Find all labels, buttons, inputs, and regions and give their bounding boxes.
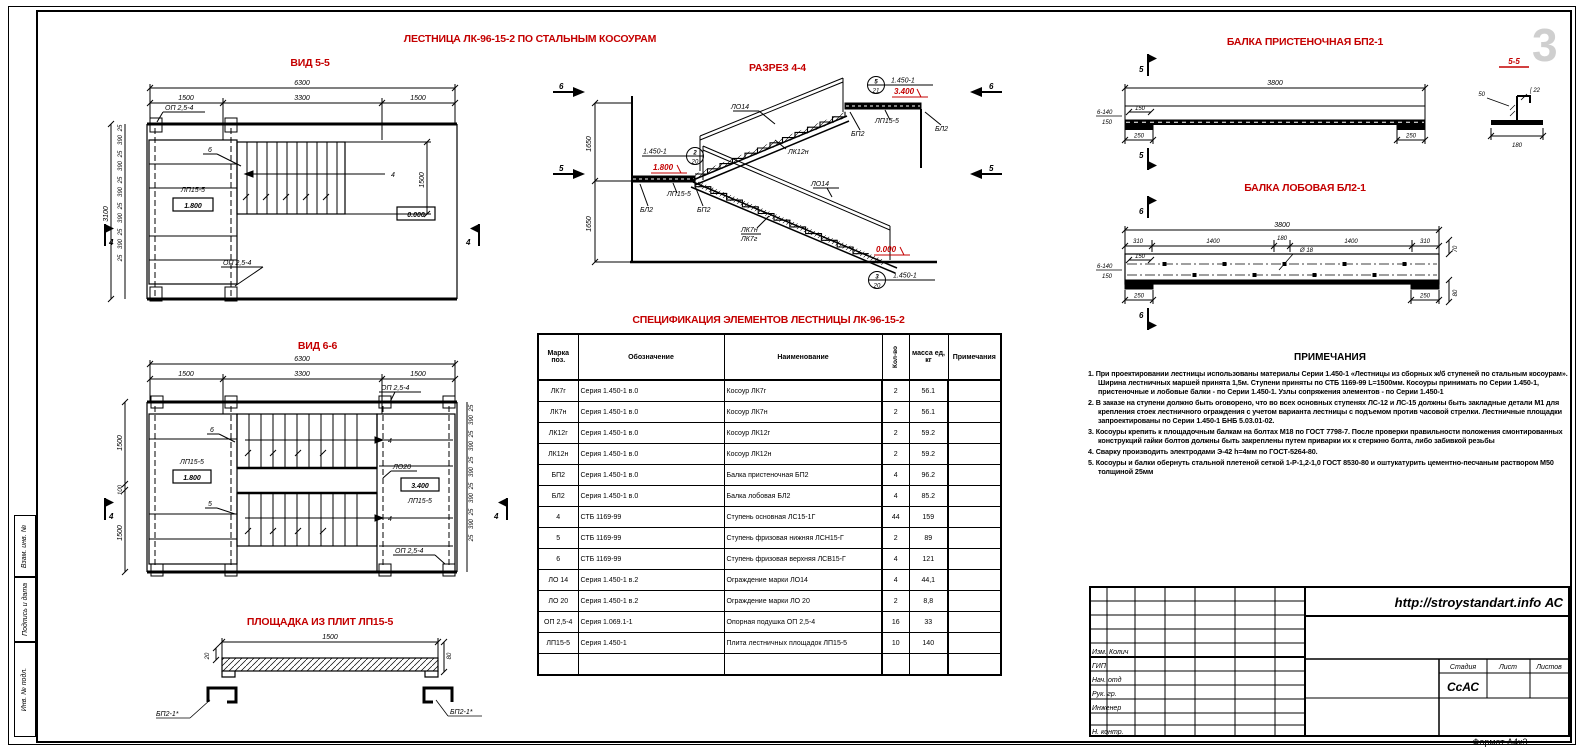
dim-label: 1500	[117, 525, 124, 541]
spec-col-mass: масса ед, кг	[909, 334, 948, 380]
svg-text:390: 390	[118, 212, 124, 224]
lp-label: ЛП15-5	[667, 191, 691, 198]
svg-text:4: 4	[109, 238, 114, 247]
dim-label: 3300	[294, 95, 310, 102]
table-row: ЛК12н Серия 1.450-1 в.0 Косоур ЛК12н 2 59.2	[538, 444, 1001, 465]
dim-label: 20	[205, 652, 211, 660]
svg-text:25: 25	[118, 150, 124, 158]
svg-text:25: 25	[469, 534, 475, 542]
dim-label: 250	[1419, 293, 1431, 300]
section44-title: РАЗРЕЗ 4-4	[749, 62, 806, 74]
svg-text:25: 25	[118, 228, 124, 236]
dim-label: 1500	[117, 435, 124, 451]
lo14-label: ЛО14	[731, 104, 750, 111]
svg-text:390: 390	[118, 160, 124, 172]
side-stamp-vzam	[14, 515, 36, 577]
view66-title: ВИД 6-6	[297, 340, 338, 352]
view66-drawing	[95, 350, 540, 595]
dim-label: 1500	[178, 371, 194, 378]
dim-label: 1500	[322, 634, 338, 641]
side-stamp-label: Инв. № подл.	[21, 667, 29, 712]
dim-label: 310	[1132, 239, 1144, 245]
platform-title: ПЛОЩАДКА ИЗ ПЛИТ ЛП15-5	[246, 616, 394, 628]
op-label: ОП 2,5-4	[165, 105, 194, 112]
title-block	[1089, 586, 1570, 737]
lk12-label: ЛК12н	[788, 149, 809, 156]
svg-text:3.400: 3.400	[894, 87, 915, 96]
svg-text:6: 6	[1139, 311, 1144, 320]
svg-text:25: 25	[469, 482, 475, 490]
pos-leader-label: 4	[388, 516, 392, 523]
view55-left-chain	[118, 124, 124, 262]
table-row: ЛП15-5 Серия 1.450-1 Плита лестничных площадок ЛП15-5 10 140	[538, 633, 1001, 654]
note-item: 1. При проектировании лестницы использованы материалы Серии 1.450-1 «Лестницы из сборных ж/б ступеней по стальным косоурам». Ширина лестничных маршей принята 1,5м. Ступени приняты по СТБ 1169-99 L=1500мм. Косоуры принимать по Серии 1.450-1, пристеночные и лобовые балки - по Серии 1.450-1. Узлы сопряжения элементов - по Серии 1.450-1	[1088, 369, 1568, 396]
platform-lines	[156, 638, 482, 718]
bl2-label: БЛ2	[640, 207, 654, 214]
support-label: БП2-1*	[450, 709, 473, 716]
dim-label: 6300	[294, 80, 310, 87]
svg-text:25: 25	[118, 202, 124, 210]
dim-label: 1500	[410, 95, 426, 102]
svg-text:25: 25	[118, 124, 124, 132]
dim-label: 80	[1453, 289, 1459, 297]
view55-drawing	[95, 74, 525, 318]
bl2-label: БЛ2	[935, 126, 949, 133]
table-row: ЛК7н Серия 1.450-1 в.0 Косоур ЛК7н 2 56.1	[538, 402, 1001, 423]
svg-text:6: 6	[989, 82, 994, 91]
tb-sheet-header: Лист	[1498, 664, 1518, 671]
dim-label: 50	[1478, 92, 1485, 98]
dim-label: 180	[1511, 143, 1523, 149]
lo14-label: ЛО14	[811, 181, 830, 188]
svg-text:5: 5	[989, 164, 994, 173]
table-row: БП2 Серия 1.450-1 в.0 Балка пристеночная БП2 4 96.2	[538, 465, 1001, 486]
lk7-label: ЛК7н	[741, 227, 758, 234]
dia-label: Ø 18	[1300, 248, 1314, 254]
table-row: 4 СТБ 1169-99 Ступень основная ЛС15-1Г 44 159	[538, 507, 1001, 528]
table-row: ЛК7г Серия 1.450-1 в.0 Косоур ЛК7г 2 56.1	[538, 380, 1001, 402]
note-item: 3. Косоуры крепить к площадочным балкам на болтах М18 по ГОСТ 7798-7. После проверки правильности положения смонтированных конструкций гайки болтов должны быть закреплены путем приварки их к стержню болта, либо забивкой резьбы	[1088, 427, 1563, 445]
spec-title: СПЕЦИФИКАЦИЯ ЭЛЕМЕНТОВ ЛЕСТНИЦЫ ЛК-96-15-2	[632, 314, 905, 326]
pos-leader-label: 5	[208, 501, 212, 508]
dim-label: 1500	[410, 371, 426, 378]
svg-text:4: 4	[109, 512, 114, 521]
callout-number: 5	[874, 79, 878, 86]
table-row: ЛО 14 Серия 1.450-1 в.2 Ограждение марки ЛО14 4 44,1	[538, 570, 1001, 591]
bp2-label: БП2	[851, 131, 865, 138]
callout-sheet: 21	[872, 88, 880, 95]
note-item: 5. Косоуры и балки обернуть стальной плетеной сеткой 1-Р-1,2-1,0 ГОСТ 8530-80 и оштукатурить цементно-песчаным раствором М50 толщиной 25мм	[1088, 458, 1554, 476]
svg-text:390: 390	[469, 518, 475, 530]
op-label: ОП 2,5-4	[395, 548, 424, 555]
dim-label: 80	[447, 652, 453, 660]
table-row: ЛО 20 Серия 1.450-1 в.2 Ограждение марки ЛО 20 2 8,8	[538, 591, 1001, 612]
beam-bp-drawing	[1095, 50, 1580, 175]
pos-leader-label: 4	[391, 172, 395, 179]
dim-label: 3800	[1267, 80, 1283, 87]
svg-text:25: 25	[118, 176, 124, 184]
notes-block	[1088, 352, 1572, 478]
table-row: БЛ2 Серия 1.450-1 в.0 Балка лобовая БЛ2 4 85.2	[538, 486, 1001, 507]
section-mark: 5-5	[1508, 57, 1520, 66]
svg-text:5: 5	[1139, 151, 1144, 160]
platform-drawing	[150, 630, 490, 730]
svg-text:0.000: 0.000	[876, 245, 897, 254]
callout-number: 3	[875, 274, 879, 281]
lp-label: ЛП15-5	[875, 118, 899, 125]
table-row-empty	[538, 654, 1001, 676]
callout-series: 1.450-1	[893, 272, 917, 280]
elevation-box: 1.800	[183, 475, 201, 482]
lk7-label: ЛК7г	[741, 236, 758, 243]
lp-label: ЛП15-5	[408, 498, 432, 505]
spec-table	[537, 333, 1002, 676]
tb-sheets-header: Листов	[1536, 664, 1562, 671]
tb-ing: Инженер	[1092, 705, 1122, 712]
tb-url: http://stroystandart.info АС	[1394, 595, 1563, 610]
elevation-box: 0.000	[407, 212, 425, 219]
spec-col-name: Наименование	[724, 334, 882, 380]
dim-label: 6300	[294, 356, 310, 363]
dim-label: 150	[1134, 106, 1146, 112]
svg-text:390: 390	[469, 466, 475, 478]
support-label: БП2-1*	[156, 711, 179, 718]
pos-leader-label: 6	[210, 427, 214, 434]
pos-leader-label: 4	[388, 438, 392, 445]
side-stamp-label: Подпись и дата	[21, 583, 29, 636]
main-title: ЛЕСТНИЦА ЛК-96-15-2 ПО СТАЛЬНЫМ КОСОУРАМ	[403, 33, 657, 45]
svg-text:25: 25	[469, 456, 475, 464]
stack-label: 150	[1102, 120, 1113, 126]
dim-label: 3100	[103, 206, 110, 222]
side-stamp-podpis	[14, 577, 36, 642]
format-label: Формат А4х3	[1472, 737, 1528, 747]
view66-right-chain	[469, 404, 475, 542]
dim-label: 1400	[1344, 239, 1358, 245]
dim-label: 3800	[1274, 222, 1290, 229]
callout-number: 2	[693, 150, 697, 157]
spec-col-mark: Марка поз.	[538, 334, 578, 380]
tb-stage-value: СсАС	[1446, 680, 1480, 694]
notes-title: ПРИМЕЧАНИЯ	[1294, 352, 1366, 363]
svg-text:25: 25	[469, 430, 475, 438]
dim-label: 250	[1133, 133, 1145, 140]
beam-bl-title: БАЛКА ЛОБОВАЯ БЛ2-1	[1244, 182, 1366, 194]
tb-kolich: Колич	[1109, 649, 1129, 656]
table-row: 6 СТБ 1169-99 Ступень фризовая верхняя ЛСВ15-Г 4 121	[538, 549, 1001, 570]
spec-col-qty: Кол-во	[882, 334, 909, 380]
lp-label: ЛП15-5	[181, 187, 205, 194]
tb-ruk: Рук. гр.	[1092, 691, 1117, 698]
pos-leader-label: 6	[208, 147, 212, 154]
callout-series: 1.450-1	[891, 77, 915, 85]
bp2-label: БП2	[697, 207, 711, 214]
tb-gip: ГИП	[1092, 663, 1106, 670]
dim-label: 100	[118, 484, 124, 496]
beam-bl-drawing	[1095, 190, 1580, 345]
svg-text:5: 5	[559, 164, 564, 173]
dim-label: 1650	[586, 216, 593, 232]
lp-label: ЛП15-5	[180, 459, 204, 466]
dim-label: 1400	[1206, 239, 1220, 245]
stack-label: 6-140	[1097, 264, 1113, 270]
dim-label: 1500	[178, 95, 194, 102]
spec-col-notes: Примечания	[948, 334, 1001, 380]
callout-sheet: 20	[691, 159, 699, 166]
section44-structure	[630, 78, 941, 273]
svg-text:6: 6	[1139, 207, 1144, 216]
page-number-watermark: 3	[1532, 19, 1558, 71]
lo20-label: ЛО20	[393, 464, 412, 471]
section44-dims	[592, 100, 633, 265]
note-item: 2. В заказе на ступени должно быть оговорено, что во всех основных ступенях ЛС-12 и ЛС-15 должны быть закладные детали М1 для крепления стоек лестничного ограждения с учетом варианта лестницы с подъемом против часовой стрелки. Лестничные площадки запроектированы по Серии 1.450-1 БНБ 5.03.01-02.	[1088, 398, 1562, 425]
svg-text:25: 25	[469, 508, 475, 516]
tb-stage-header: Стадия	[1449, 664, 1477, 671]
side-stamp-label: Взам. инв. №	[21, 524, 29, 568]
svg-text:390: 390	[469, 440, 475, 452]
dim-label: 1650	[586, 136, 593, 152]
dim-label: 250	[1405, 133, 1417, 140]
svg-text:390: 390	[469, 492, 475, 504]
svg-text:390: 390	[118, 186, 124, 198]
dim-label: 180	[1276, 236, 1288, 242]
svg-text:390: 390	[118, 238, 124, 250]
dim-label: 70	[1453, 245, 1459, 253]
svg-text:4: 4	[466, 238, 471, 247]
svg-text:390: 390	[469, 414, 475, 426]
callout-series: 1.450-1	[643, 148, 667, 156]
beam-bp-lines	[1096, 84, 1428, 144]
table-row: ОП 2,5-4 Серия 1.069.1-1 Опорная подушка ОП 2,5-4 16 33	[538, 612, 1001, 633]
svg-text:25: 25	[469, 404, 475, 412]
beam-bp-title: БАЛКА ПРИСТЕНОЧНАЯ БП2-1	[1226, 36, 1384, 48]
table-row: 5 СТБ 1169-99 Ступень фризовая нижняя ЛСН15-Г 2 89	[538, 528, 1001, 549]
svg-text:25: 25	[118, 254, 124, 262]
table-row: ЛК12г Серия 1.450-1 в.0 Косоур ЛК12г 2 59.2	[538, 423, 1001, 444]
dim-label: 310	[1419, 239, 1431, 245]
elevation-box: 1.800	[184, 203, 202, 210]
tb-nach: Нач. отд	[1092, 677, 1122, 684]
svg-text:5: 5	[1139, 65, 1144, 74]
op-label: ОП 2,5-4	[381, 385, 410, 392]
op-label: ОП 2,5-4	[223, 260, 252, 267]
svg-text:1.800: 1.800	[653, 163, 674, 172]
spec-col-designation: Обозначение	[578, 334, 724, 380]
tb-nk: Н. контр.	[1092, 729, 1124, 736]
beam-bp-section	[1478, 57, 1546, 149]
svg-text:390: 390	[118, 134, 124, 146]
svg-text:4: 4	[494, 512, 499, 521]
tb-izm: Изм.	[1092, 649, 1107, 656]
section44-drawing	[545, 76, 1010, 311]
beam-bl-lines	[1096, 226, 1452, 305]
elevation-box: 3.400	[411, 483, 429, 490]
view55-title: ВИД 5-5	[290, 57, 330, 69]
stack-label: 6-140	[1097, 110, 1113, 116]
note-item: 4. Сварку производить электродами Э-42 h=4мм по ГОСТ-5264-80.	[1088, 447, 1318, 456]
dim-label: 3300	[294, 371, 310, 378]
stack-label: 150	[1102, 274, 1113, 280]
dim-label: 250	[1133, 293, 1145, 300]
dim-label: 150	[1134, 254, 1146, 260]
dim-label: 1500	[419, 172, 426, 188]
side-stamp-inv	[14, 642, 36, 737]
channel-label: [ 22	[1529, 88, 1541, 94]
callout-sheet: 20	[873, 283, 881, 290]
svg-text:6: 6	[559, 82, 564, 91]
